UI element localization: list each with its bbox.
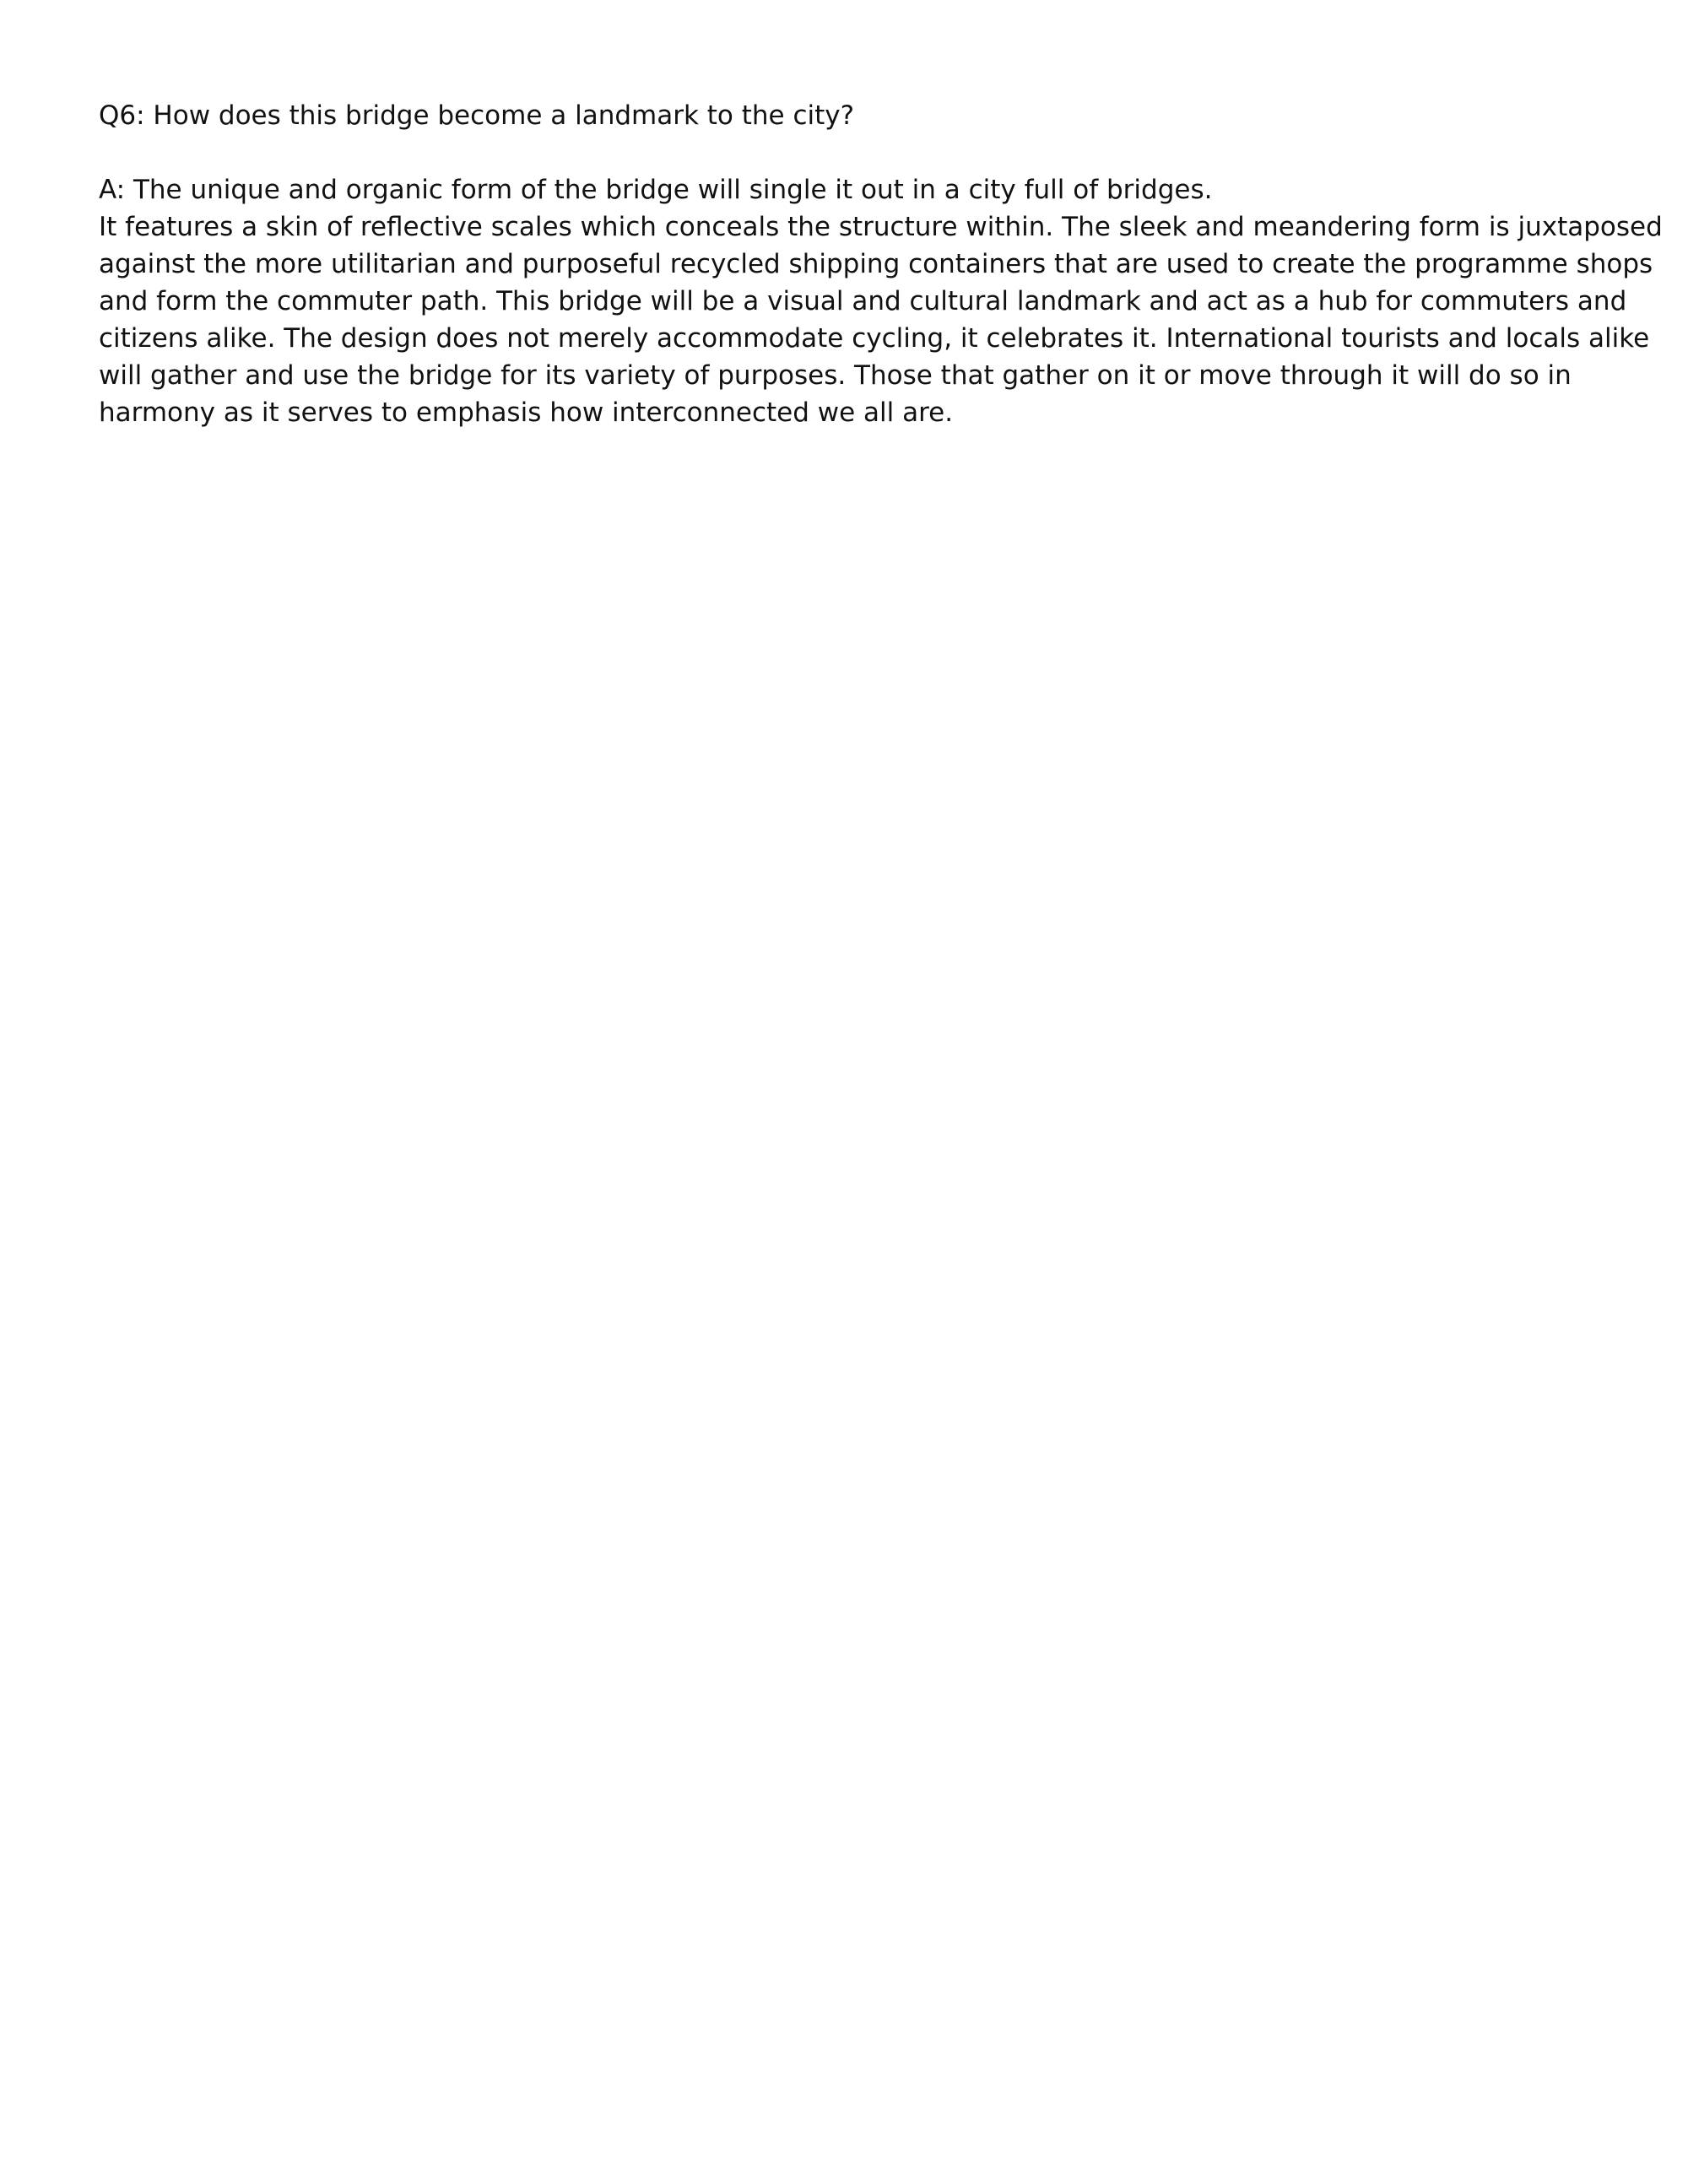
answer-line-4: and form the commuter path. This bridge will be a visual and cultural landmark and act as a hub for commuters and	[99, 286, 1627, 316]
answer-paragraph	[99, 171, 1663, 431]
answer-line-2: It features a skin of reflective scales which conceals the structure within. The sleek and meandering form is juxtaposed	[99, 212, 1663, 242]
document-content	[99, 97, 1663, 431]
answer-line-3: against the more utilitarian and purposeful recycled shipping containers that are used to create the programme shops	[99, 249, 1653, 279]
answer-line-6: will gather and use the bridge for its variety of purposes. Those that gather on it or move through it will do so in	[99, 360, 1572, 391]
answer-line-5: citizens alike. The design does not merely accommodate cycling, it celebrates it. International tourists and locals alike	[99, 323, 1650, 354]
answer-line-7: harmony as it serves to emphasis how interconnected we all are.	[99, 397, 954, 428]
paragraph-spacer	[99, 134, 1601, 171]
question-text: Q6: How does this bridge become a landmark to the city?	[99, 100, 855, 131]
answer-line-1: A: The unique and organic form of the bridge will single it out in a city full of bridges.	[99, 175, 1213, 205]
